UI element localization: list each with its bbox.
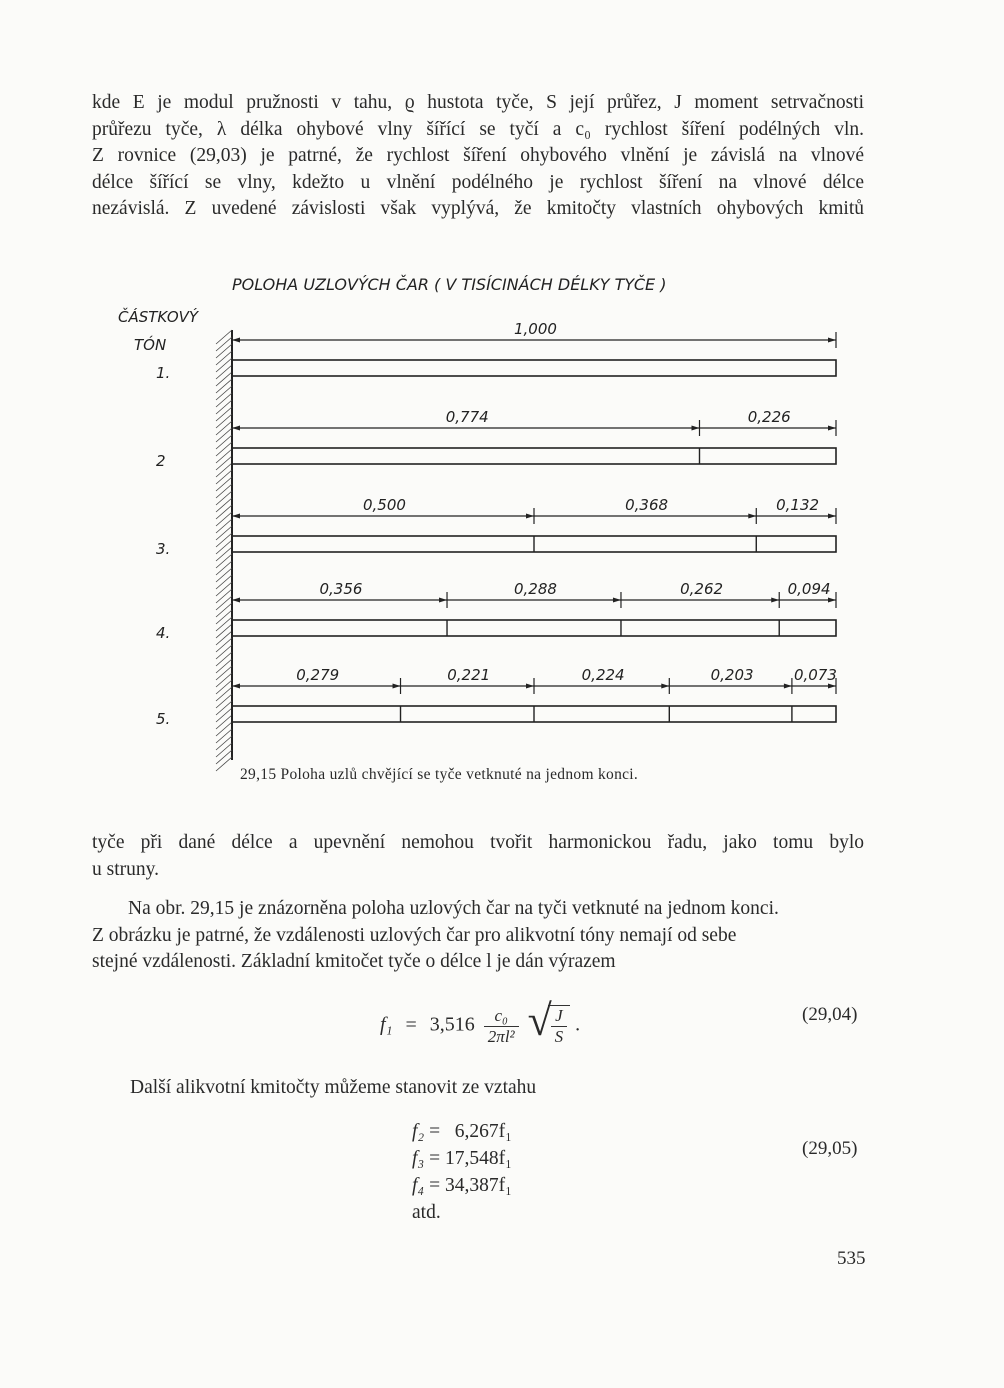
hatch-stroke — [216, 617, 232, 631]
wall-hatching — [216, 330, 232, 771]
hatch-stroke — [216, 540, 232, 554]
fraction-denominator: 2πl² — [487, 1026, 515, 1046]
hatch-stroke — [216, 729, 232, 743]
segment-label: 0,073 — [793, 666, 837, 684]
hatch-stroke — [216, 603, 232, 617]
arrow-head — [526, 684, 534, 689]
formula-row — [412, 1145, 512, 1172]
text-line: Z obrázku je patrné, že vzdálenosti uzlových čar pro alikvotní tóny nemají od sebe — [92, 924, 737, 946]
hatch-stroke — [216, 666, 232, 680]
hatch-stroke — [216, 610, 232, 624]
arrow-head — [526, 514, 534, 519]
hatch-stroke — [216, 407, 232, 421]
tone-label: 3. — [156, 540, 171, 558]
second-paragraph — [92, 896, 864, 976]
arrow-head — [828, 684, 836, 689]
hatch-stroke — [216, 638, 232, 652]
rod-bar — [232, 620, 836, 636]
tone-row — [156, 666, 837, 728]
formula-row-rhs: = 17,548f₁ — [429, 1148, 512, 1169]
segment-label: 0,132 — [776, 496, 820, 514]
hatch-stroke — [216, 757, 232, 771]
hatch-stroke — [216, 554, 232, 568]
arrow-head — [784, 684, 792, 689]
hatch-stroke — [216, 337, 232, 351]
hatch-stroke — [216, 463, 232, 477]
arrow-head — [828, 426, 836, 431]
arrow-head — [828, 514, 836, 519]
text-line: kde E je modul pružnosti v tahu, ϱ hustota tyče, S její průřez, J moment setrvačnosti — [92, 92, 864, 113]
hatch-stroke — [216, 414, 232, 428]
hatch-stroke — [216, 498, 232, 512]
formula-tail: . — [575, 1013, 581, 1036]
text-line: délce šířící se vlny, kdežto u vlnění podélného je rychlost šíření na vlnové délce — [92, 171, 864, 193]
formula-row-rhs: = 34,387f₁ — [429, 1175, 512, 1196]
segment-label: 0,279 — [296, 666, 340, 684]
hatch-stroke — [216, 582, 232, 596]
segment-label: 1,000 — [514, 320, 557, 338]
hatch-stroke — [216, 491, 232, 505]
text-line: nezávislá. Z uvedené závislosti však vyplývá, že kmitočty vlastních ohybových kmitů — [92, 198, 864, 219]
hatch-stroke — [216, 596, 232, 610]
text-line: Z rovnice (29,03) je patrné, že rychlost šíření ohybového vlnění je závislá na vlnové — [92, 145, 864, 166]
figure-caption: 29,15 Poloha uzlů chvějící se tyče vetknuté na jednom konci. — [240, 766, 639, 783]
hatch-stroke — [216, 743, 232, 757]
formula-list — [412, 1118, 512, 1226]
hatch-stroke — [216, 659, 232, 673]
arrow-head — [232, 684, 240, 689]
hatch-stroke — [216, 645, 232, 659]
arrow-head — [771, 598, 779, 603]
tone-row — [156, 580, 836, 642]
segment-label: 0,368 — [625, 496, 669, 514]
hatch-stroke — [216, 386, 232, 400]
radical-sign: √ — [527, 996, 552, 1045]
segment-label: 0,094 — [787, 580, 831, 598]
segment-label: 0,203 — [710, 666, 754, 684]
diagram-rows — [156, 320, 837, 728]
hatch-stroke — [216, 624, 232, 638]
hatch-stroke — [216, 421, 232, 435]
tone-row — [156, 320, 836, 382]
segment-label: 0,262 — [680, 580, 724, 598]
hatch-stroke — [216, 701, 232, 715]
arrow-head — [232, 338, 240, 343]
formula-row-rhs: = 6,267f₁ — [429, 1121, 512, 1142]
hatch-stroke — [216, 351, 232, 365]
text-line: Na obr. 29,15 je znázorněna poloha uzlových čar na tyči vetknuté na jednom konci. — [128, 898, 779, 919]
text-line: stejné vzdálenosti. Základní kmitočet tyče o délce l je dán výrazem — [92, 951, 616, 972]
formula-29-04 — [380, 996, 581, 1047]
square-root — [527, 996, 571, 1047]
arrow-head — [439, 598, 447, 603]
hatch-stroke — [216, 652, 232, 666]
hatch-stroke — [216, 736, 232, 750]
hatch-stroke — [216, 400, 232, 414]
segment-label: 0,288 — [514, 580, 557, 598]
page-number: 535 — [837, 1248, 866, 1269]
formula-row-lhs: f₄ — [412, 1175, 425, 1196]
formula-eq: = — [405, 1013, 417, 1036]
text-line: u struny. — [92, 858, 159, 880]
arrow-head — [232, 598, 240, 603]
segment-label: 0,224 — [581, 666, 625, 684]
segment-label: 0,774 — [445, 408, 489, 426]
rod-bar — [232, 448, 836, 464]
hatch-stroke — [216, 750, 232, 764]
hatch-stroke — [216, 470, 232, 484]
arrow-head — [828, 598, 836, 603]
hatch-stroke — [216, 442, 232, 456]
tone-row — [156, 496, 836, 558]
formula-etc: atd. — [412, 1202, 441, 1223]
hatch-stroke — [216, 547, 232, 561]
arrow-head — [613, 598, 621, 603]
tone-label: 5. — [156, 710, 171, 728]
hatch-stroke — [216, 708, 232, 722]
hatch-stroke — [216, 372, 232, 386]
hatch-stroke — [216, 393, 232, 407]
top-paragraph — [92, 90, 864, 223]
segment-label: 0,356 — [319, 580, 363, 598]
hatch-stroke — [216, 568, 232, 582]
hatch-stroke — [216, 428, 232, 442]
hatch-stroke — [216, 589, 232, 603]
hatch-stroke — [216, 673, 232, 687]
hatch-stroke — [216, 519, 232, 533]
hatch-stroke — [216, 358, 232, 372]
tone-label: 4. — [156, 624, 171, 642]
hatch-stroke — [216, 512, 232, 526]
hatch-stroke — [216, 505, 232, 519]
node-position-diagram — [100, 256, 860, 776]
arrow-head — [232, 426, 240, 431]
formula-lhs: f₁ — [380, 1013, 393, 1036]
tone-row — [156, 408, 836, 470]
hatch-stroke — [216, 484, 232, 498]
arrow-head — [393, 684, 401, 689]
side-label-tone: TÓN — [134, 336, 167, 354]
hatch-stroke — [216, 680, 232, 694]
equation-number: (29,05) — [802, 1138, 858, 1159]
hatch-stroke — [216, 631, 232, 645]
hatch-stroke — [216, 722, 232, 736]
rod-bar — [232, 360, 836, 376]
hatch-stroke — [216, 344, 232, 358]
figure-title: POLOHA UZLOVÝCH ČAR ( V TISÍCINÁCH DÉLKY TYČE ) — [232, 275, 667, 294]
hatch-stroke — [216, 449, 232, 463]
arrow-head — [232, 514, 240, 519]
hatch-stroke — [216, 561, 232, 575]
segment-label: 0,226 — [747, 408, 791, 426]
tone-label: 2 — [156, 452, 166, 470]
fraction-numerator: c₀ — [484, 1006, 519, 1027]
formula-row — [412, 1118, 512, 1145]
hatch-stroke — [216, 533, 232, 547]
third-paragraph: Další alikvotní kmitočty můžeme stanovit ze vztahu — [130, 1077, 537, 1098]
text-line: průřezu tyče, λ délka ohybové vlny šířící se tyčí a c₀ rychlost šíření podélných vln. — [92, 118, 864, 140]
segment-label: 0,221 — [447, 666, 491, 684]
hatch-stroke — [216, 687, 232, 701]
arrow-head — [661, 684, 669, 689]
side-label-partial: ČÁSTKOVÝ — [118, 308, 199, 326]
hatch-stroke — [216, 477, 232, 491]
sqrt-numerator: J — [551, 1006, 568, 1027]
segment-label: 0,500 — [363, 496, 406, 514]
hatch-stroke — [216, 575, 232, 589]
text-line: tyče při dané délce a upevnění nemohou tvořit harmonickou řadu, jako tomu bylo — [92, 832, 864, 853]
hatch-stroke — [216, 379, 232, 393]
formula-fraction — [484, 1006, 519, 1047]
hatch-stroke — [216, 526, 232, 540]
hatch-stroke — [216, 456, 232, 470]
tone-label: 1. — [156, 364, 171, 382]
middle-paragraph — [92, 830, 864, 883]
arrow-head — [828, 338, 836, 343]
formula-row-lhs: f₃ — [412, 1148, 425, 1169]
hatch-stroke — [216, 694, 232, 708]
arrow-head — [691, 426, 699, 431]
formula-row — [412, 1172, 512, 1199]
formula-coef: 3,516 — [429, 1013, 475, 1036]
hatch-stroke — [216, 365, 232, 379]
equation-number: (29,04) — [802, 1004, 858, 1025]
sqrt-denominator: S — [554, 1027, 564, 1046]
hatch-stroke — [216, 435, 232, 449]
hatch-stroke — [216, 330, 232, 344]
hatch-stroke — [216, 715, 232, 729]
formula-row-lhs: f₂ — [412, 1121, 425, 1142]
arrow-head — [748, 514, 756, 519]
